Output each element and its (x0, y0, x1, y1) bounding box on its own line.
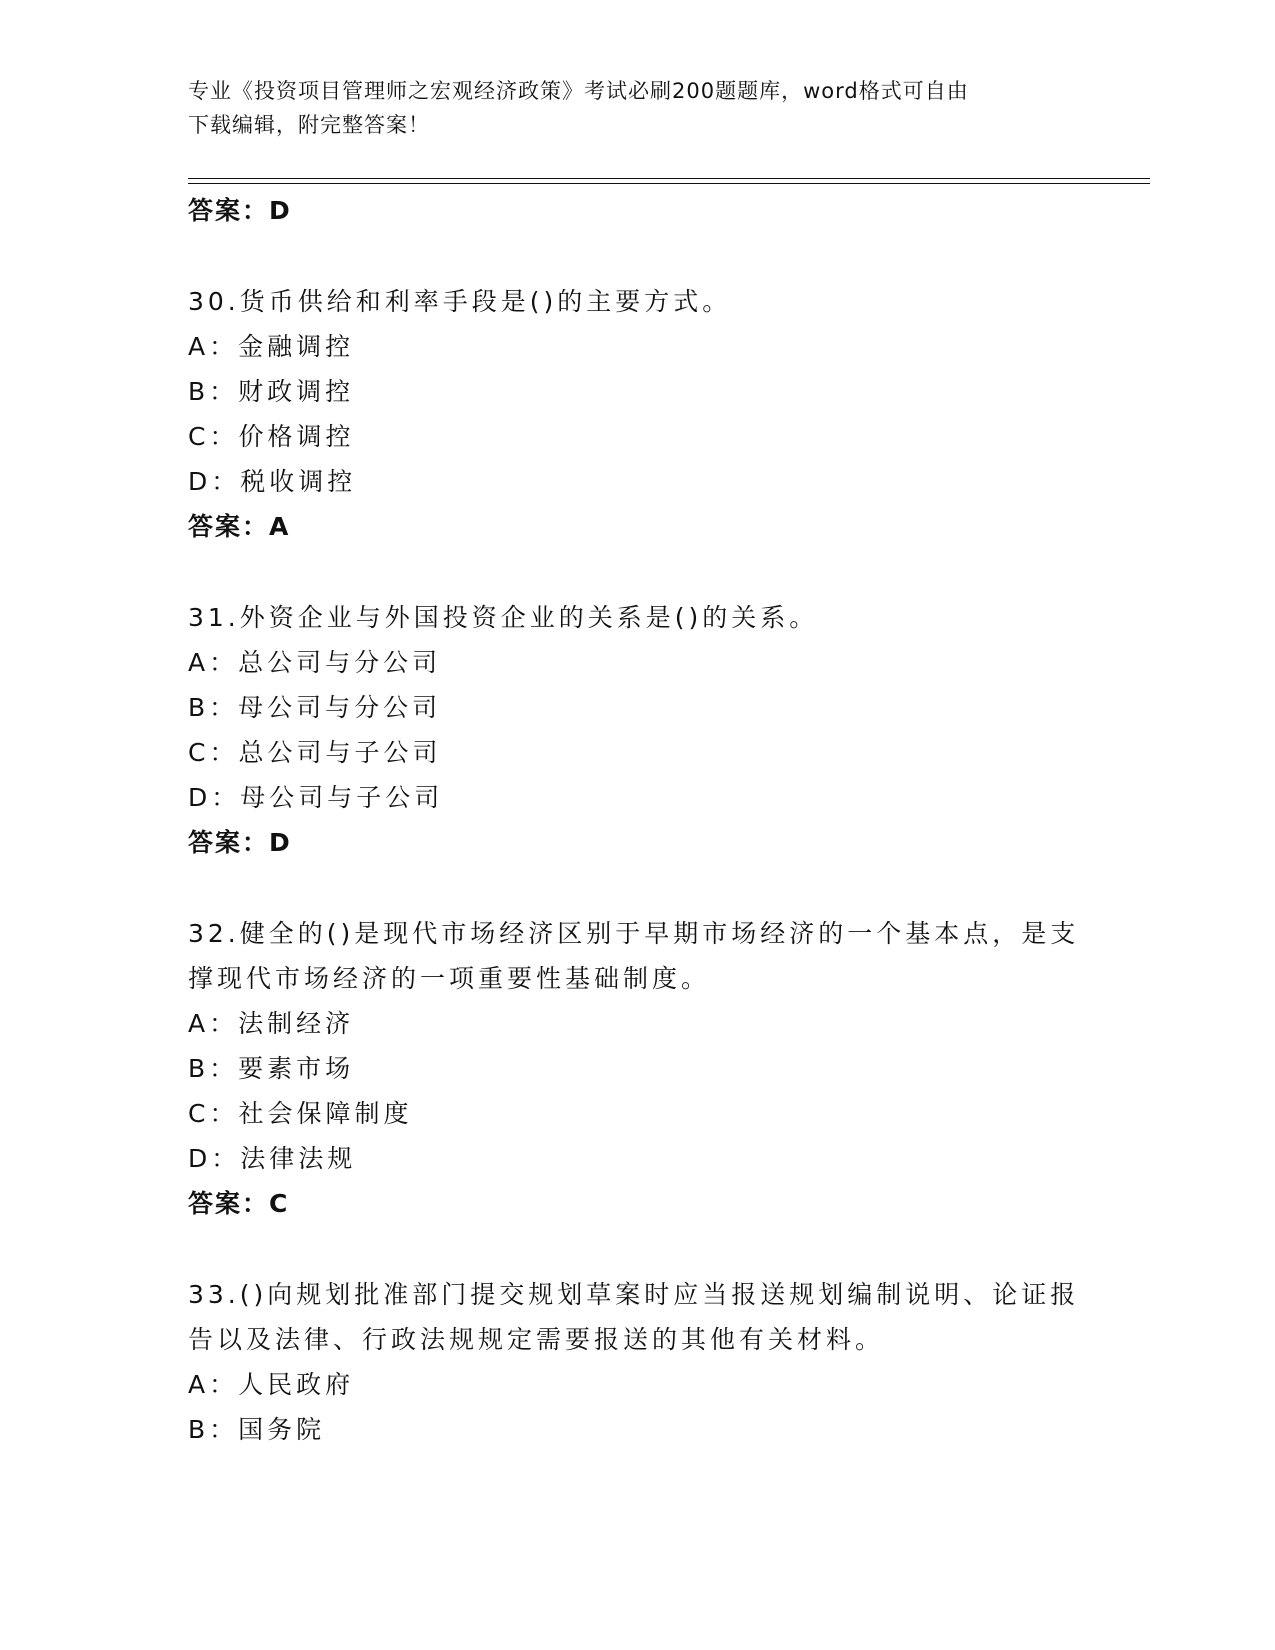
option-b: B：财政调控 (188, 377, 355, 406)
option-a: A：金融调控 (188, 332, 355, 361)
question-stem: 30.货币供给和利率手段是()的主要方式。 (188, 287, 732, 316)
option-c: C：总公司与子公司 (188, 738, 442, 767)
question-list (188, 188, 1088, 1452)
option-b: B：国务院 (188, 1415, 326, 1444)
option-b: B：母公司与分公司 (188, 693, 442, 722)
option-b: B：要素市场 (188, 1054, 355, 1083)
question-31 (188, 595, 1088, 865)
option-a: A：总公司与分公司 (188, 648, 442, 677)
question-stem-line-2: 撑现代市场经济的一项重要性基础制度。 (188, 964, 711, 993)
answer-line: 答案：D (188, 196, 292, 225)
question-stem: 31.外资企业与外国投资企业的关系是()的关系。 (188, 603, 819, 632)
header-divider-top (188, 178, 1150, 179)
option-d: D：税收调控 (188, 467, 357, 496)
question-32 (188, 911, 1088, 1226)
question-stem-line-1: 32.健全的()是现代市场经济区别于早期市场经济的一个基本点，是支 (188, 919, 1080, 948)
answer-line: 答案：A (188, 512, 291, 541)
document-header (188, 74, 1068, 142)
option-d: D：法律法规 (188, 1144, 357, 1173)
header-line-2: 下载编辑，附完整答案！ (188, 113, 430, 137)
answer-line: 答案：D (188, 828, 292, 857)
question-stem-line-1: 33.()向规划批准部门提交规划草案时应当报送规划编制说明、论证报 (188, 1280, 1080, 1309)
answer-line: 答案：C (188, 1189, 290, 1218)
option-a: A：人民政府 (188, 1370, 355, 1399)
question-stem-line-2: 告以及法律、行政法规规定需要报送的其他有关材料。 (188, 1325, 885, 1354)
question-30 (188, 279, 1088, 549)
header-line-1: 专业《投资项目管理师之宏观经济政策》考试必刷200题题库，word格式可自由 (188, 79, 969, 103)
option-d: D：母公司与子公司 (188, 783, 444, 812)
question-33 (188, 1272, 1088, 1452)
option-c: C：价格调控 (188, 422, 355, 451)
option-a: A：法制经济 (188, 1009, 355, 1038)
option-c: C：社会保障制度 (188, 1099, 413, 1128)
header-divider-bottom (188, 183, 1150, 184)
